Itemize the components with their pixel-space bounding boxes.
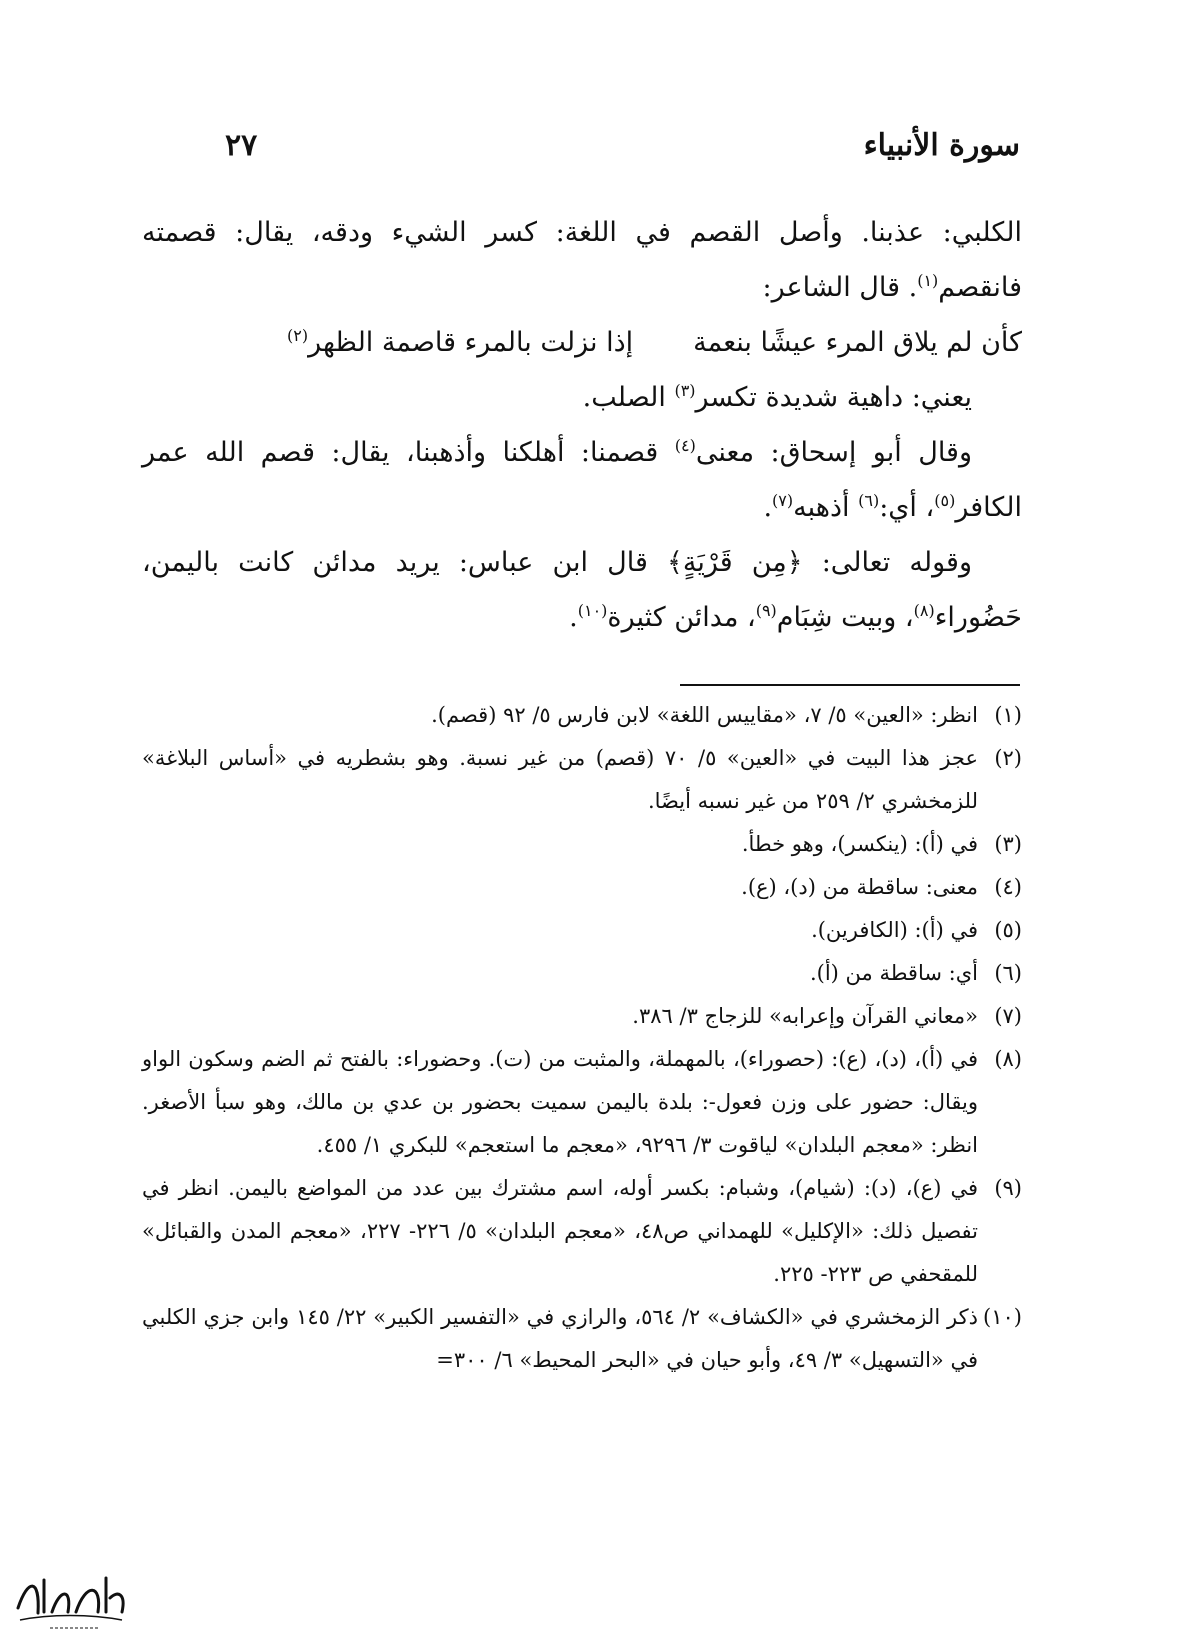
footnote-number: (٨) xyxy=(994,1047,1022,1071)
text-span: وقوله تعالى: ﴿مِن قَرْيَةٍ﴾ قال ابن عباس: يريد مدائن كانت باليمن، حَضُوراء xyxy=(142,547,1022,633)
footnote-number: (١٠) xyxy=(983,1305,1022,1329)
footnote-ref: (١٠) xyxy=(577,601,608,620)
footnote-text: انظر: «العين» ٥/ ٧، «مقاييس اللغة» لابن فارس ٥/ ٩٢ (قصم). xyxy=(431,703,978,727)
footnote-ref: (٣) xyxy=(674,381,696,400)
paragraph-2 xyxy=(142,370,1022,425)
footnote-ref: (٩) xyxy=(755,601,777,620)
page-number: ٢٧ xyxy=(225,128,258,163)
footnote-text: «معاني القرآن وإعرابه» للزجاج ٣/ ٣٨٦. xyxy=(632,1004,978,1028)
footnotes xyxy=(142,694,1022,1382)
text-span: . xyxy=(763,492,773,523)
footnote-text: أي: ساقطة من (أ). xyxy=(809,961,978,985)
footnote-item xyxy=(142,1296,1022,1382)
footnote-item xyxy=(142,909,1022,952)
poetry-verse xyxy=(142,315,1022,370)
footnote-number: (٦) xyxy=(994,961,1022,985)
text-span: الصلب. xyxy=(582,382,675,413)
footnote-item xyxy=(142,952,1022,995)
text-span: . xyxy=(569,602,578,633)
verse-hemistich-1: كأن لم يلاق المرء عيشًا بنعمة xyxy=(693,327,1022,358)
footnote-text: في (أ): (الكافرين). xyxy=(811,918,978,942)
footnote-number: (٤) xyxy=(994,875,1022,899)
publisher-seal-logo xyxy=(10,1568,130,1638)
footnote-divider xyxy=(680,684,1020,686)
footnote-text: في (أ)، (د)، (ع): (حصوراء)، بالمهملة، والمثبت من (ت). وحضوراء: بالفتح ثم الضم وسكون الواو ويقال: حضور على وزن فعول-: بلدة باليمن سميت بحضور بن عدي بن مالك، وهو سبأ الأصغر. انظر: «معجم البلدان» لياقوت ٣/ ٩٢٩٦، «معجم ما استعجم» للبكري ١/ ٤٥٥. xyxy=(142,1047,979,1157)
footnote-number: (٧) xyxy=(994,1004,1022,1028)
text-span: الكلبي: عذبنا. وأصل القصم في اللغة: كسر الشيء ودقه، يقال: قصمته فانقصم xyxy=(142,217,1022,303)
verse-hemistich-2: إذا نزلت بالمرء قاصمة الظهر xyxy=(308,327,634,358)
footnote-number: (٥) xyxy=(994,918,1022,942)
footnote-number: (٩) xyxy=(994,1176,1022,1200)
footnote-item xyxy=(142,1167,1022,1296)
footnote-item xyxy=(142,694,1022,737)
footnote-ref: (٦) xyxy=(858,491,880,510)
footnote-ref: (١) xyxy=(917,271,939,290)
footnote-text: ذكر الزمخشري في «الكشاف» ٢/ ٥٦٤، والرازي في «التفسير الكبير» ٢٢/ ١٤٥ وابن جزي الكلبي في «التسهيل» ٣/ ٤٩، وأبو حيان في «البحر المحيط» ٦/ ٣٠٠= xyxy=(142,1305,978,1372)
text-span: ، وبيت شِبَام xyxy=(776,602,914,633)
footnote-number: (٢) xyxy=(994,746,1022,770)
text-span: . قال الشاعر: xyxy=(762,272,918,303)
page-header xyxy=(225,128,1020,172)
footnote-text: عجز هذا البيت في «العين» ٥/ ٧٠ (قصم) من غير نسبة. وهو بشطريه في «أساس البلاغة» للزمخشري ٢/ ٢٥٩ من غير نسبه أيضًا. xyxy=(142,746,979,813)
footnote-text: معنى: ساقطة من (د)، (ع). xyxy=(741,875,978,899)
footnote-ref: (٤) xyxy=(674,436,696,455)
paragraph-4 xyxy=(142,535,1022,645)
text-span: أذهبه xyxy=(793,492,859,523)
footnote-number: (١) xyxy=(994,703,1022,727)
footnote-item xyxy=(142,823,1022,866)
text-span: وقال أبو إسحاق: معنى xyxy=(695,437,972,468)
footnote-ref: (٥) xyxy=(934,491,956,510)
footnote-item xyxy=(142,737,1022,823)
footnote-ref: (٢) xyxy=(286,326,309,345)
footnote-ref: (٧) xyxy=(772,491,794,510)
paragraph-3 xyxy=(142,425,1022,535)
text-span: ، أي: xyxy=(879,492,935,523)
footnote-text: في (ع)، (د): (شيام)، وشبام: بكسر أوله، اسم مشترك بين عدد من المواضع باليمن. انظر في تفصيل ذلك: «الإكليل» للهمداني ص٤٨، «معجم البلدان» ٥/ ٢٢٦- ٢٢٧، «معجم المدن والقبائل» للمقحفي ص ٢٢٣- ٢٢٥. xyxy=(142,1176,978,1286)
footnote-text: في (أ): (ينكسر)، وهو خطأ. xyxy=(741,832,978,856)
footnote-item xyxy=(142,866,1022,909)
text-span: ، مدائن كثيرة xyxy=(607,602,756,633)
text-span: يعني: داهية شديدة تكسر xyxy=(695,382,972,413)
surah-title: سورة الأنبياء xyxy=(863,128,1020,163)
text-span: قصمنا: أهلكنا وأذهبنا، يقال: قصم الله عمر الكافر xyxy=(142,437,1022,523)
footnote-item xyxy=(142,995,1022,1038)
main-text xyxy=(142,205,1022,645)
paragraph-1 xyxy=(142,205,1022,315)
footnote-number: (٣) xyxy=(994,832,1022,856)
footnote-item xyxy=(142,1038,1022,1167)
footnote-ref: (٨) xyxy=(913,601,935,620)
